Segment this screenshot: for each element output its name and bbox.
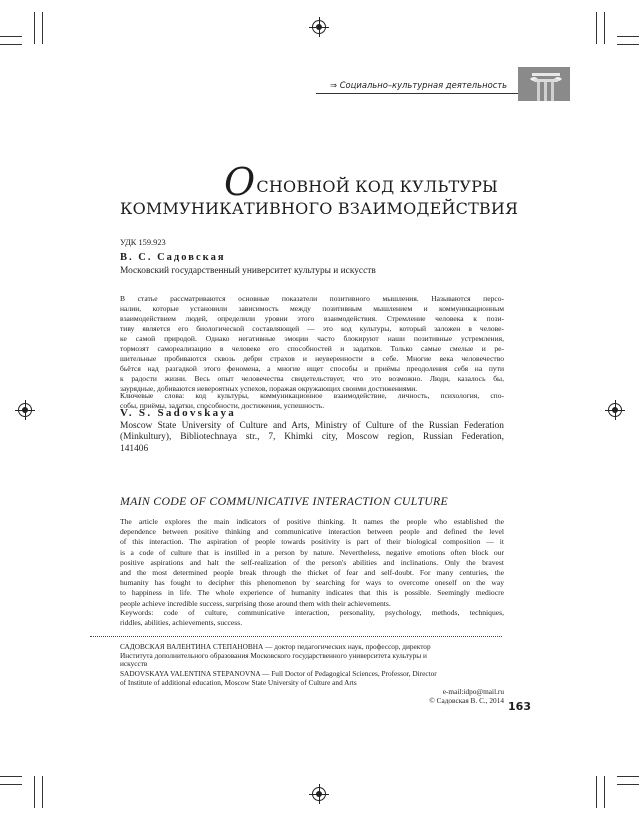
column-capital-icon (518, 67, 570, 101)
abstract-en-line: humanity has fought to decipher this phenomenon by searching for ways to overcome oneself on the way (120, 578, 504, 588)
abstract-en-line: and the most determined people break through the thicket of fear and self-doubt. For many centuries, the (120, 568, 504, 578)
abstract-ru-line: В статье рассматриваются основные показатели позитивного мышления. Называются персо- (120, 294, 504, 303)
crop-mark (604, 776, 605, 808)
abstract-en-line: is a code of culture that is instilled in a person by nature. Nevertheless, negative emotions often block our (120, 547, 504, 557)
crop-mark (34, 776, 35, 808)
abstract-en-line: to happiness in life. The whole experience of humanity indicates that this is possible. Seemingly mediocre (120, 588, 504, 598)
crop-mark (617, 776, 639, 777)
abstract-en-line: people achieve incredible success, surprising those around them with their achievements. (120, 598, 391, 608)
author-info-line: SADOVSKAYA VALENTINA STEPANOVNA — Full Doctor of Pedagogical Sciences, Professor, Director (120, 669, 437, 678)
crop-mark (596, 776, 597, 808)
abstract-ru-line: взаимодействием людей, определили уровни этого взаимодействия. Стремление человека к пози- (120, 313, 504, 323)
abstract-en-line: positive aspirations and halt the self-realization of the person's abilities and inclinations. Only the bravest (120, 557, 504, 567)
abstract-en (120, 517, 504, 609)
author-name-en: V. S. Sadovskaya (120, 407, 237, 419)
affiliation-en-line: (Minkultury), Bibliotechnaya str., 7, Khimki city, Moscow region, Russian Federation, (120, 432, 504, 443)
crop-mark (0, 36, 22, 37)
abstract-ru-line: к радости жизни. Весь опыт человечества свидетельствует, что это возможно. Люди, казалось бы, (120, 373, 504, 383)
author-info-ru (120, 643, 504, 669)
article-title-en: MAIN CODE OF COMMUNICATIVE INTERACTION CULTURE (120, 494, 449, 508)
arrow-icon: ⇒ (330, 80, 338, 90)
keywords-ru-line: собы, приёмы, задатки, способности, достижения, успешность. (120, 400, 325, 410)
author-email: e-mail:idpo@mail.ru (442, 687, 504, 696)
page-number: 163 (508, 700, 531, 713)
affiliation-en-line: 141406 (120, 443, 149, 454)
author-info-line: of Institute of additional education, Moscow State University of Culture and Arts (120, 677, 357, 687)
header-rule (316, 93, 534, 94)
author-info-line: искусств (120, 659, 148, 669)
article-title-ru (120, 160, 498, 204)
crop-mark (617, 36, 639, 37)
title-line1: СНОВНОЙ КОД КУЛЬТУРЫ (256, 177, 498, 196)
crop-mark (617, 784, 639, 785)
footnote-divider (90, 636, 502, 637)
author-info-en (120, 670, 504, 687)
title-initial: О (224, 160, 256, 204)
crop-mark (42, 776, 43, 808)
keywords-ru-line: Ключевые слова: код культуры, коммуникационное взаимодействие, личность, психология, спо- (120, 391, 504, 400)
registration-mark-icon (312, 787, 326, 801)
abstract-en-line: of this interaction. The aspiration of people towards positivity is part of their biological composition — it (120, 537, 504, 547)
abstract-ru-line: заурядные, добиваются невероятных успехов, поражая окружающих своими достижениями. (120, 383, 418, 393)
section-header (330, 80, 506, 90)
crop-mark (34, 12, 35, 44)
crop-mark (0, 784, 22, 785)
crop-mark (42, 12, 43, 44)
udk-code: УДК 159.923 (120, 238, 166, 247)
affiliation-en (120, 421, 504, 455)
abstract-ru-line: шительные пробиваются сквозь дебри страхов и неуверенности в себе. Многие века человечество (120, 353, 504, 363)
author-info-line: Института дополнительного образования Московского государственного университета культуры и (120, 650, 427, 660)
registration-mark-icon (608, 403, 622, 417)
abstract-ru-line: бьётся над разгадкой этого феномена, а многие ищет способы и приёмы преодоления себя на пути (120, 363, 504, 373)
author-info-line: САДОВСКАЯ ВАЛЕНТИНА СТЕПАНОВНА — доктор педагогических наук, профессор, директор (120, 642, 431, 651)
abstract-ru-line: тормозят самореализацию в человеке его способностей и задатков. Только самые смелые и ре- (120, 343, 504, 353)
abstract-ru-line: налии, которые установили зависимость между позитивным мышлением и коммуникационным (120, 303, 504, 313)
abstract-en-line: dependence between positive thinking and communicative interaction between people and defined the level (120, 527, 504, 537)
abstract-ru-line: ке самой природой. Однако негативные эмоции часто блокируют наши позитивные устремления, (120, 333, 504, 343)
abstract-ru-line: тиву является его биологической составляющей — это код культуры, который заложен в челове- (120, 323, 504, 333)
keywords-en-line: riddles, abilities, achievements, success. (120, 618, 243, 628)
registration-mark-icon (18, 403, 32, 417)
crop-mark (0, 44, 22, 45)
keywords-en (120, 608, 504, 628)
copyright: © Садовская В. С., 2014 (429, 696, 504, 705)
crop-mark (617, 44, 639, 45)
crop-mark (0, 776, 22, 777)
crop-mark (604, 12, 605, 44)
article-title-ru-line2: КОММУНИКАТИВНОГО ВЗАИМОДЕЙСТВИЯ (120, 199, 519, 218)
keywords-en-line: Keywords: code of culture, communicative interaction, personality, psychology, methods, techniques, (120, 608, 504, 617)
affiliation-en-line: Moscow State University of Culture and Arts, Ministry of Culture of the Russian Federation (120, 421, 504, 431)
affiliation-ru: Московский государственный университет культуры и искусств (120, 266, 376, 276)
section-title: Социально–культурная деятельность (339, 80, 508, 90)
crop-mark (596, 12, 597, 44)
abstract-ru (120, 294, 504, 394)
author-name-ru: В. С. Садовская (120, 252, 226, 263)
registration-mark-icon (312, 20, 326, 34)
abstract-en-line: The article explores the main indicators of positive thinking. It names the people who established the (120, 517, 504, 526)
